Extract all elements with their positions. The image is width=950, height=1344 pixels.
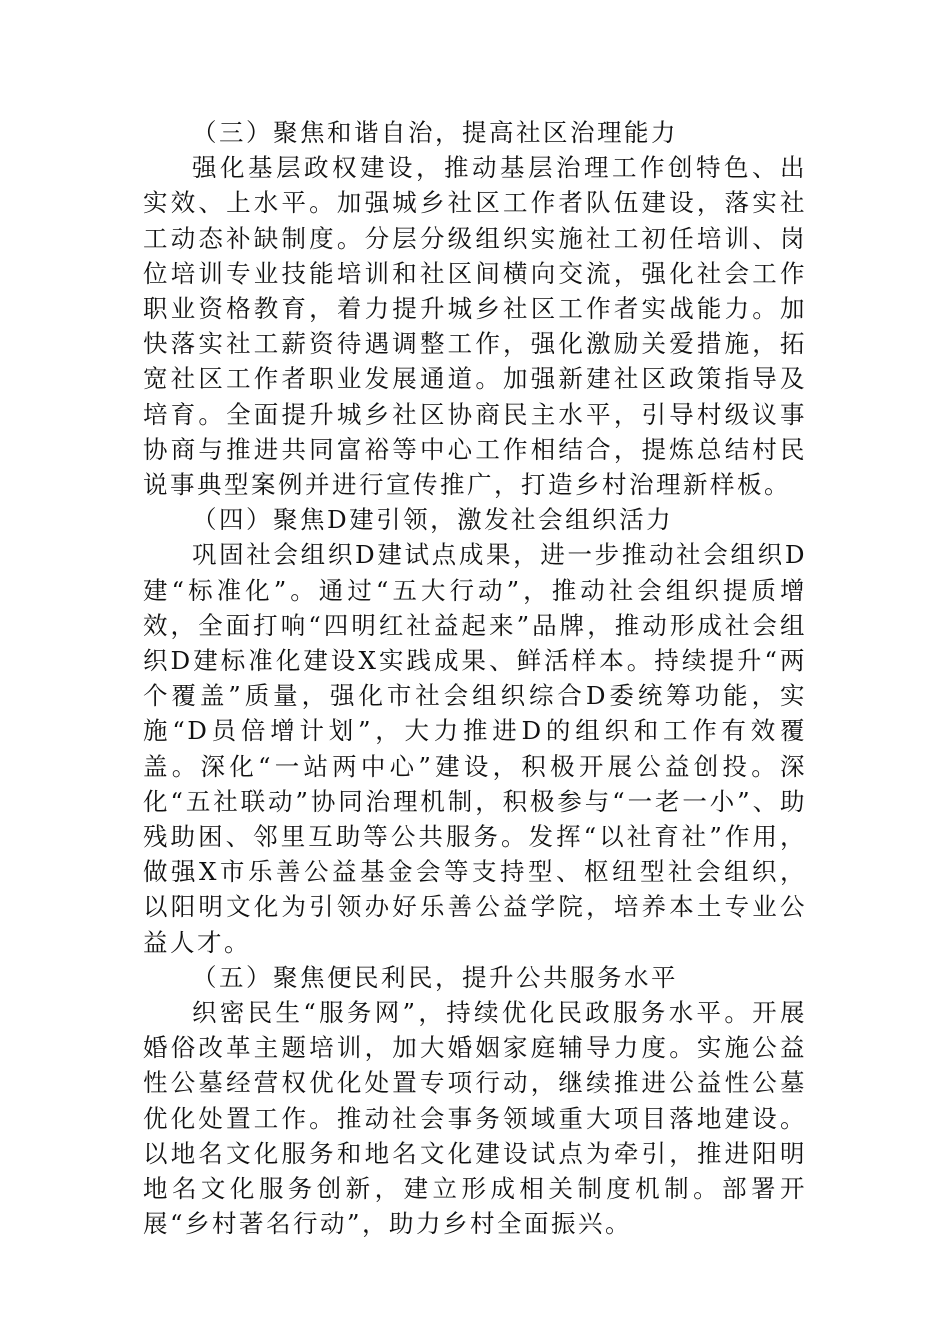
section-paragraph: 巩固社会组织D建试点成果，进一步推动社会组织D建“标准化”。通过“五大行动”，推动社会组织提质增效，全面打响“四明红社益起来”品牌，推动形成社会组织D建标准化建设X实践成果、鲜活样本。持续提升“两个覆盖”质量，强化市社会组织综合D委统筹功能，实施“D员倍增计划”，大力推进D的组织和工作有效覆盖。深化“一站两中心”建设，积极开展公益创投。深化“五社联动”协同治理机制，积极参与“一老一小”、助残助困、邻里互助等公共服务。发挥“以社育社”作用，做强X市乐善公益基金会等支持型、枢纽型社会组织，以阳明文化为引领办好乐善公益学院，培养本土专业公益人才。 (143, 540, 807, 957)
section-heading: （四）聚焦D建引领，激发社会组织活力 (192, 505, 674, 535)
section-social-organizations (143, 502, 807, 960)
section-paragraph: 强化基层政权建设，推动基层治理工作创特色、出实效、上水平。加强城乡社区工作者队伍建设，落实社工动态补缺制度。分层分级组织实施社工初任培训、岗位培训专业技能培训和社区间横向交流，强化社会工作职业资格教育，着力提升城乡社区工作者实战能力。加快落实社工薪资待遇调整工作，强化激励关爱措施，拓宽社区工作者职业发展通道。加强新建社区政策指导及培育。全面提升城乡社区协商民主水平，引导村级议事协商与推进共同富裕等中心工作相结合，提炼总结村民说事典型案例并进行宣传推广，打造乡村治理新样板。 (143, 153, 807, 500)
section-heading: （五）聚焦便民利民，提升公共服务水平 (192, 962, 678, 992)
section-public-services (143, 960, 807, 1242)
document-page (143, 115, 807, 1242)
section-community-governance (143, 115, 807, 502)
section-paragraph: 织密民生“服务网”，持续优化民政服务水平。开展婚俗改革主题培训，加大婚姻家庭辅导力度。实施公益性公墓经营权优化处置专项行动，继续推进公益性公墓优化处置工作。推动社会事务领域重大项目落地建设。以地名文化服务和地名文化建设试点为牵引，推进阳明地名文化服务创新，建立形成相关制度机制。部署开展“乡村著名行动”，助力乡村全面振兴。 (143, 998, 807, 1239)
section-heading: （三）聚焦和谐自治，提高社区治理能力 (192, 118, 678, 147)
